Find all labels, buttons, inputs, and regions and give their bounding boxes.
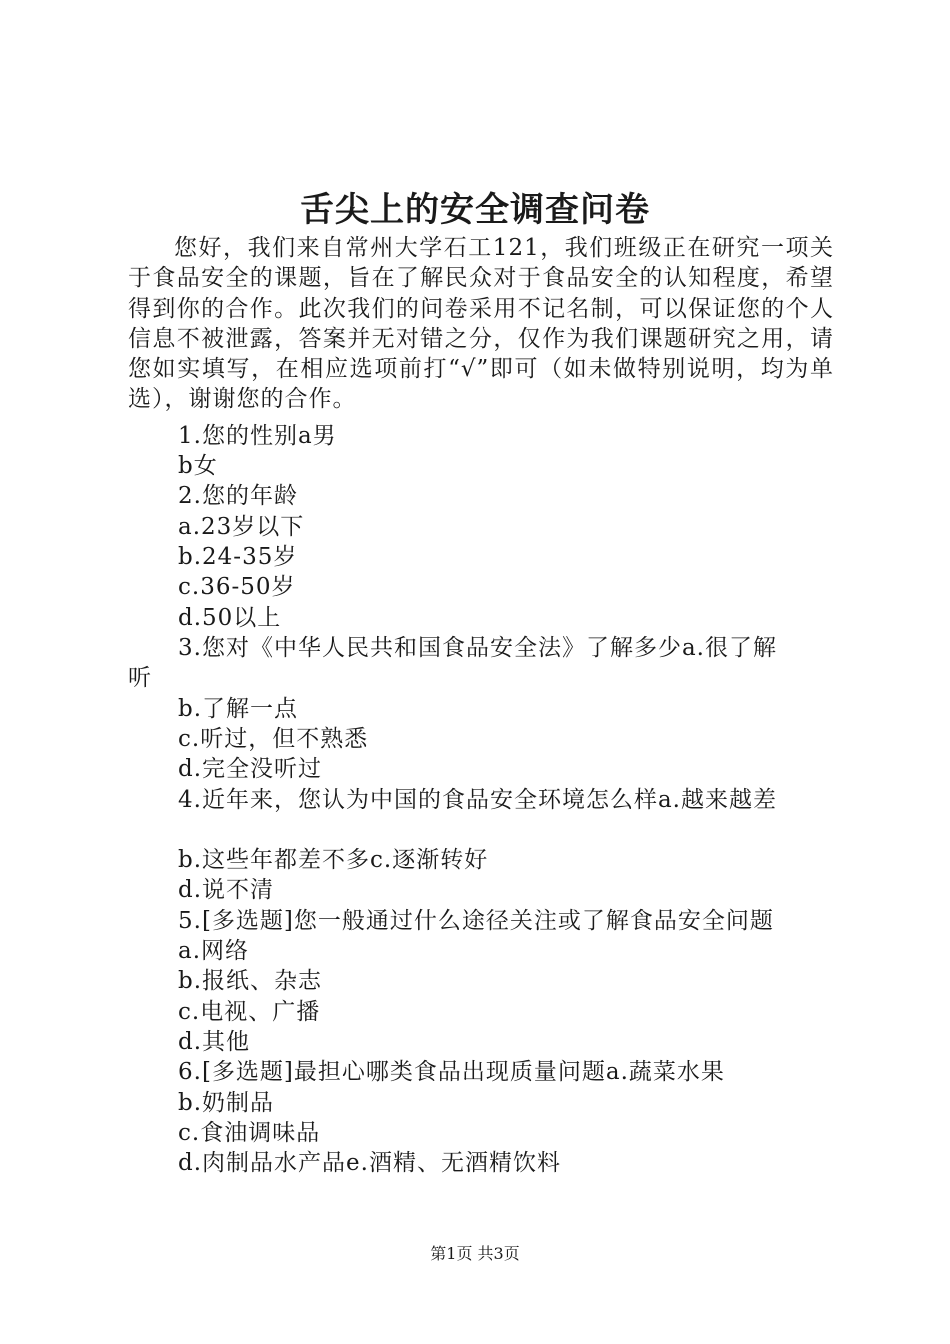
question-4: 4.近年来，您认为中国的食品安全环境怎么样a.越来越差 [178,787,777,813]
question-1: 1.您的性别a男 [178,423,337,449]
option-2a: a.23岁以下 [178,514,305,540]
option-6c: c.食油调味品 [178,1120,321,1146]
question-2: 2.您的年龄 [178,483,298,509]
option-5d: d.其他 [178,1029,251,1055]
page-number-footer: 第1页 共3页 [430,1244,520,1263]
option-6b: b.奶制品 [178,1090,275,1116]
option-4bc: b.这些年都差不多c.逐渐转好 [178,847,489,873]
option-2b: b.24-35岁 [178,544,298,570]
option-6de: d.肉制品水产品e.酒精、无酒精饮料 [178,1150,561,1176]
question-6: 6.[多选题]最担心哪类食品出现质量问题a.蔬菜水果 [178,1059,725,1085]
option-4d: d.说不清 [178,877,275,903]
option-2c: c.36-50岁 [178,574,296,600]
option-3d: d.完全没听过 [178,756,323,782]
question-5: 5.[多选题]您一般通过什么途径关注或了解食品安全问题 [178,908,774,934]
option-1b: b女 [178,453,218,479]
option-5a: a.网络 [178,938,250,964]
option-5b: b.报纸、杂志 [178,968,323,994]
option-3b: b.了解一点 [178,696,299,722]
document-title: 舌尖上的安全调查问卷 [300,190,650,230]
option-3c: c.听过，但不熟悉 [178,726,369,752]
question-3: 3.您对《中华人民共和国食品安全法》了解多少a.很了解 [178,635,777,661]
option-5c: c.电视、广播 [178,999,321,1025]
intro-paragraph: 您好，我们来自常州大学石工121，我们班级正在研究一项关于食品安全的课题，旨在了解民众对于食品安全的认知程度，希望得到你的合作。此次我们的问卷采用不记名制，可以保证您的个人信息不被泄露，答案并无对错之分，仅作为我们课题研究之用，请您如实填写，在相应选项前打“√”即可（如未做特别说明，均为单选），谢谢您的合作。 [128,235,834,413]
question-3-wrap: 听 [128,665,152,691]
option-2d: d.50以上 [178,605,282,631]
